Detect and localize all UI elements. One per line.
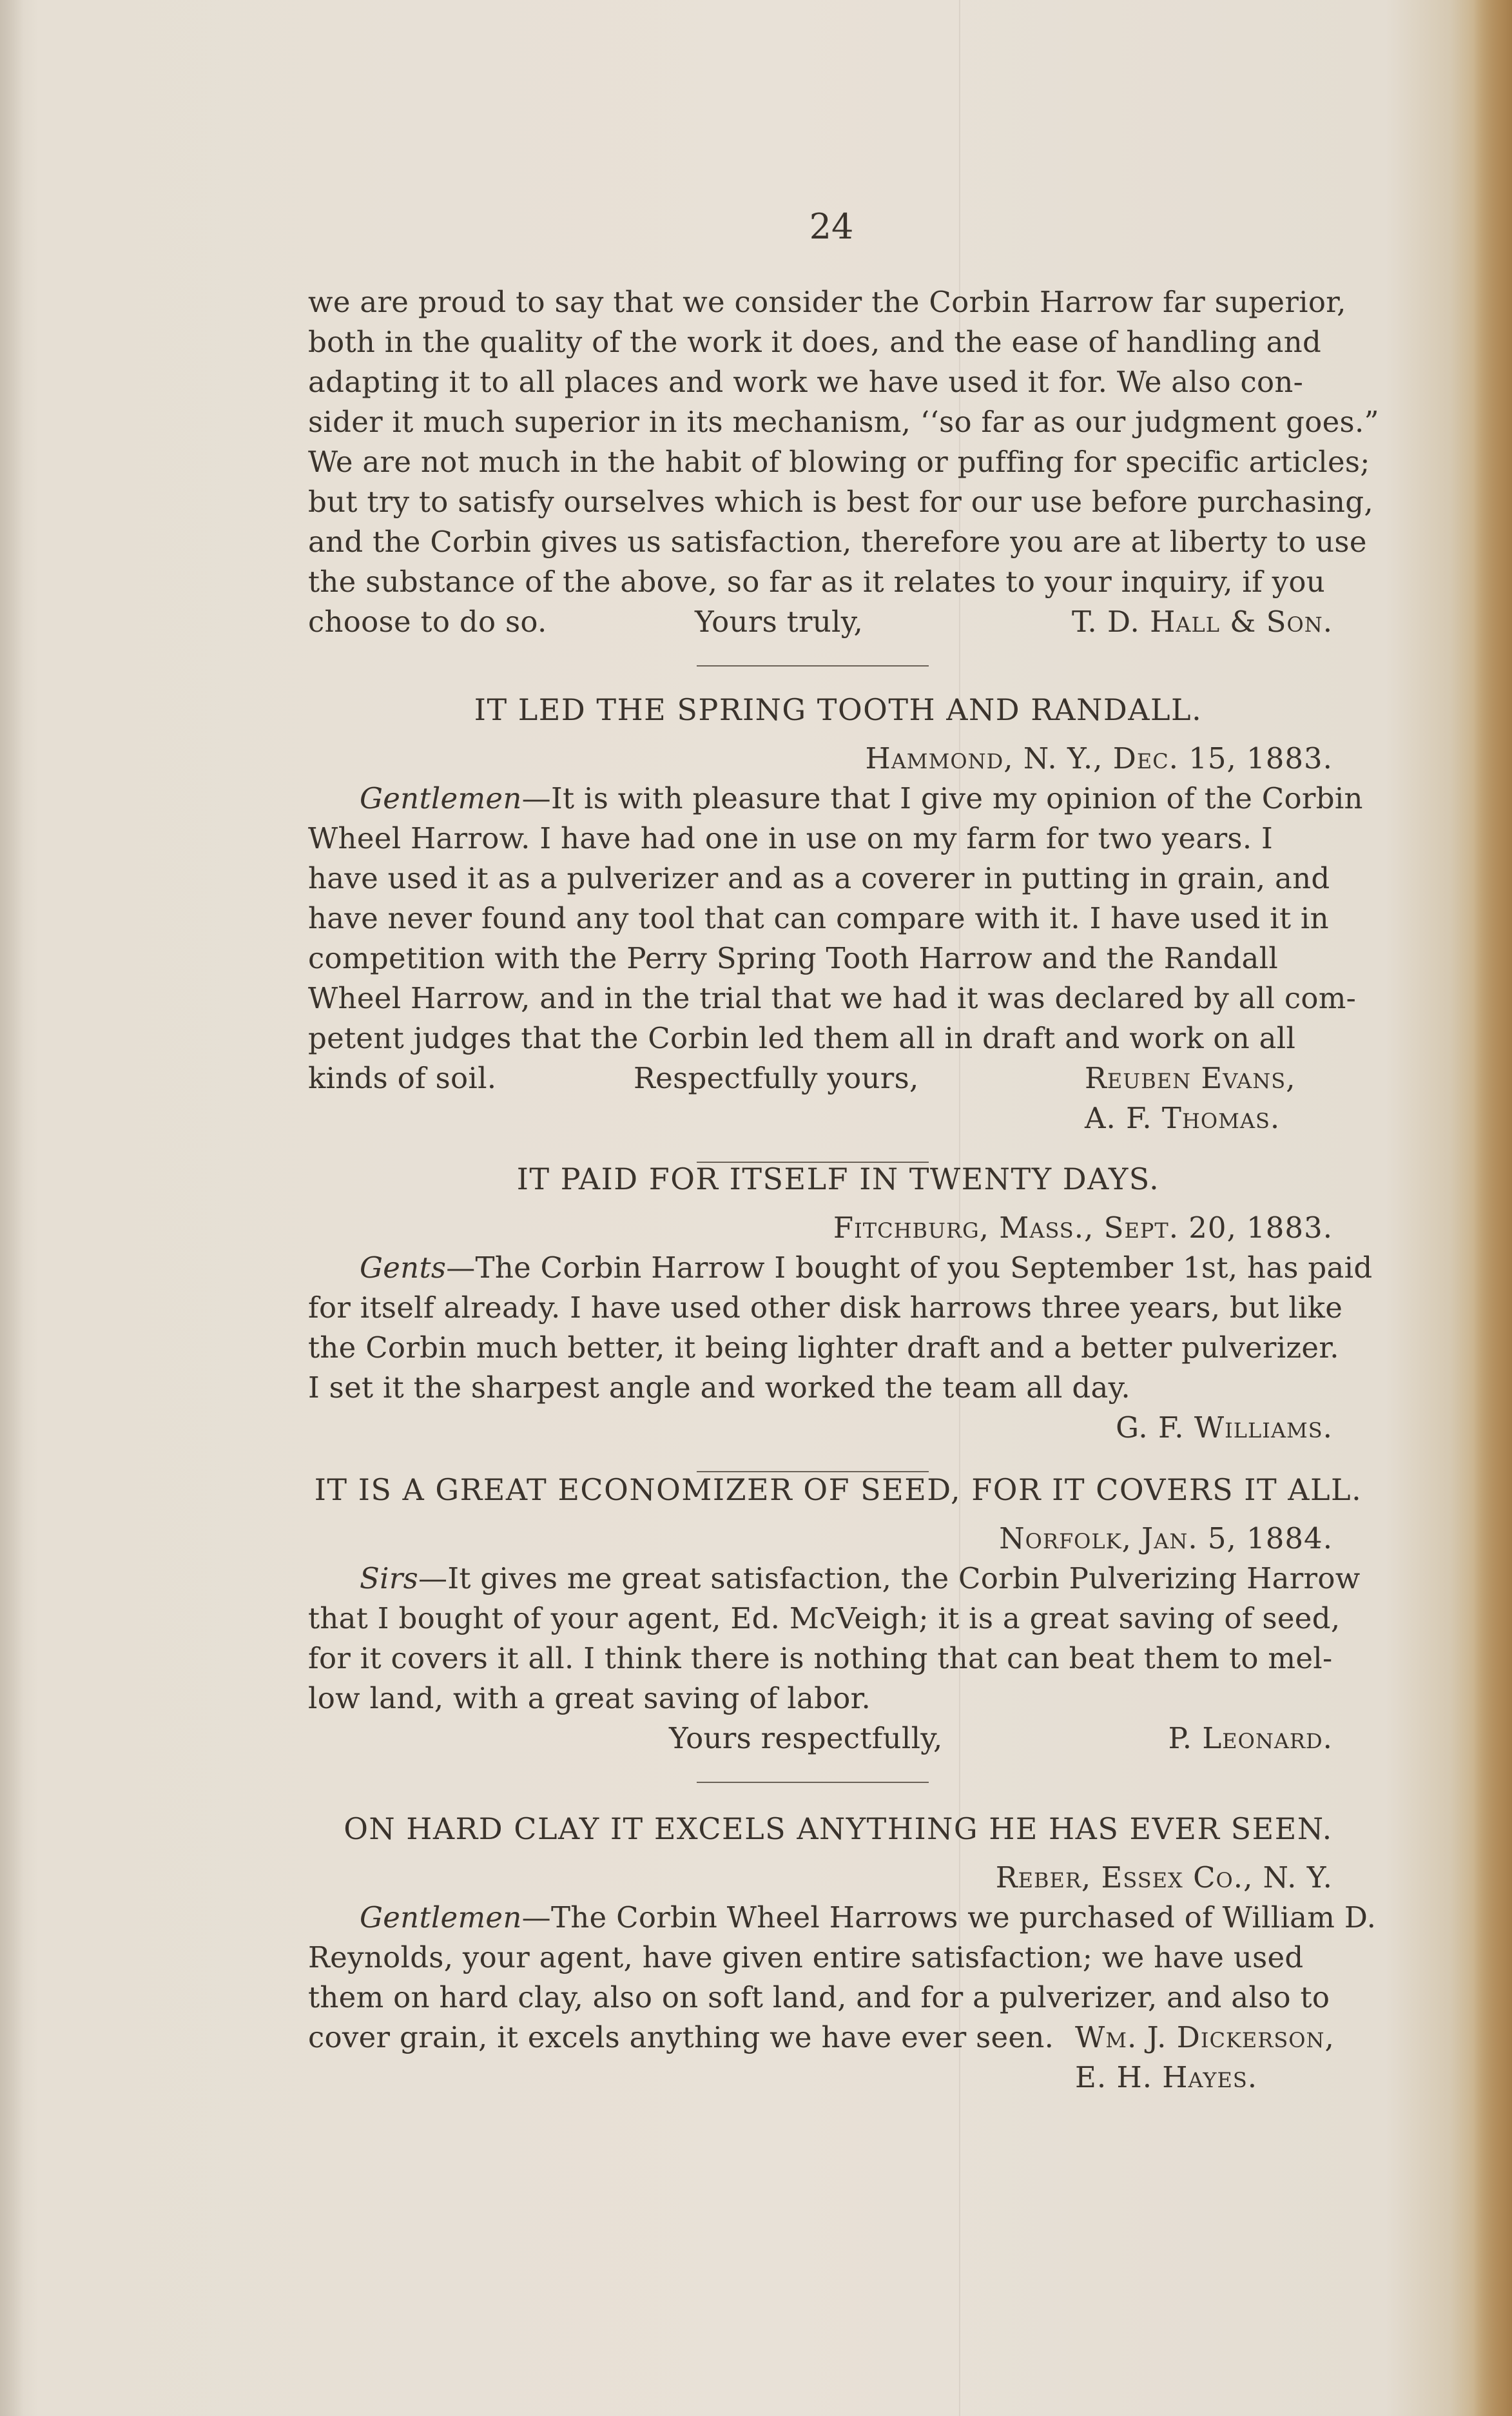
salutation: Gentlemen [360, 781, 522, 815]
section-first-line: Gentlemen—It is with pleasure that I give my opinion of the Corbin [360, 781, 1363, 815]
salutation: Sirs [360, 1561, 419, 1595]
section-line: them on hard clay, also on soft land, and for a pulverizer, and also to [308, 1980, 1330, 2014]
closing-row [308, 1408, 1368, 1448]
intro-line-2: both in the quality of the work it does, and the ease of handling and [308, 325, 1322, 359]
section-dateline: Reber, Essex Co., N. Y. [995, 1860, 1333, 1895]
section-line: Wheel Harrow, and in the trial that we had it was declared by all com- [308, 981, 1357, 1015]
intro-closing-text: choose to do so. [308, 605, 547, 639]
closing-row [308, 1098, 1368, 1138]
intro-closing-salutation: Yours truly, [695, 605, 864, 639]
intro-line-5: We are not much in the habit of blowing or puffing for specific articles; [308, 445, 1370, 479]
testimonial-section [308, 1470, 1368, 1806]
testimonial-section [308, 1159, 1373, 1495]
intro-closing-row [308, 602, 1368, 642]
section-line: I set it the sharpest angle and worked the team all day. [308, 1370, 1130, 1405]
section-first-line: Sirs—It gives me great satisfaction, the Corbin Pulverizing Harrow [360, 1561, 1361, 1595]
section-heading: ON HARD CLAY IT EXCELS ANYTHING HE HAS EVER SEEN. [344, 1811, 1333, 1846]
intro-line-3: adapting it to all places and work we have used it for. We also con- [308, 365, 1304, 399]
page-left-edge-shadow [0, 0, 23, 2416]
section-line: have used it as a pulverizer and as a coverer in putting in grain, and [308, 861, 1330, 895]
intro-line-7: and the Corbin gives us satisfaction, therefore you are at liberty to use [308, 525, 1367, 559]
closing-salutation: Respectfully yours, [634, 1061, 919, 1095]
section-line: have never found any tool that can compare with it. I have used it in [308, 901, 1329, 935]
closing-text: cover grain, it excels anything we have ever seen. [308, 2020, 1054, 2054]
intro-letter [308, 282, 1379, 690]
section-heading: IT PAID FOR ITSELF IN TWENTY DAYS. [516, 1162, 1160, 1196]
section-divider [697, 1782, 929, 1783]
section-line: Wheel Harrow. I have had one in use on my farm for two years. I [308, 821, 1274, 855]
section-dateline: Norfolk, Jan. 5, 1884. [999, 1521, 1333, 1555]
closing-row [308, 1719, 1368, 1758]
closing-text: kinds of soil. [308, 1061, 497, 1095]
section-heading: IT LED THE SPRING TOOTH AND RANDALL. [474, 692, 1203, 727]
page-right-edge-binding [1473, 0, 1512, 2416]
section-line: for itself already. I have used other disk harrows three years, but like [308, 1291, 1343, 1325]
testimonial-section [308, 690, 1368, 1186]
signature: A. F. Thomas. [1085, 1101, 1281, 1135]
section-line: petent judges that the Corbin led them all in draft and work on all [308, 1021, 1296, 1055]
section-line: for it covers it all. I think there is nothing that can beat them to mel- [308, 1641, 1333, 1675]
section-line: the Corbin much better, it being lighter draft and a better pulverizer. [308, 1330, 1339, 1365]
salutation: Gents [360, 1251, 447, 1285]
intro-line-6: but try to satisfy ourselves which is best for our use before purchasing, [308, 485, 1373, 519]
section-heading: IT IS A GREAT ECONOMIZER OF SEED, FOR IT COVERS IT ALL. [314, 1472, 1362, 1507]
section-dateline: Fitchburg, Mass., Sept. 20, 1883. [833, 1211, 1333, 1245]
section-line: low land, with a great saving of labor. [308, 1681, 871, 1715]
closing-row [308, 1058, 1368, 1098]
section-first-line: Gentlemen—The Corbin Wheel Harrows we purchased of William D. [360, 1900, 1377, 1934]
signature: G. F. Williams. [1116, 1410, 1333, 1445]
intro-line-8: the substance of the above, so far as it relates to your inquiry, if you [308, 565, 1326, 599]
signature: Wm. J. Dickerson, [1075, 2020, 1335, 2054]
closing-row [308, 2058, 1368, 2098]
intro-line-4: sider it much superior in its mechanism, ‘‘so far as our judgment goes.” [308, 405, 1379, 439]
closing-salutation: Yours respectfully, [669, 1721, 943, 1755]
section-line: Reynolds, your agent, have given entire satisfaction; we have used [308, 1940, 1304, 1974]
section-line: competition with the Perry Spring Tooth Harrow and the Randall [308, 941, 1279, 975]
section-divider [697, 665, 929, 667]
section-dateline: Hammond, N. Y., Dec. 15, 1883. [865, 741, 1333, 775]
signature: E. H. Hayes. [1075, 2060, 1258, 2094]
intro-line-1: we are proud to say that we consider the Corbin Harrow far superior, [308, 285, 1346, 319]
signature: Reuben Evans, [1085, 1061, 1296, 1095]
salutation: Gentlemen [360, 1900, 522, 1934]
section-first-line: Gents—The Corbin Harrow I bought of you September 1st, has paid [360, 1251, 1373, 1285]
closing-row [308, 2018, 1368, 2058]
signature: P. Leonard. [1168, 1721, 1333, 1755]
intro-signature: T. D. Hall & Son. [1072, 605, 1333, 639]
section-line: that I bought of your agent, Ed. McVeigh; it is a great saving of seed, [308, 1601, 1341, 1635]
page-number: 24 [809, 206, 854, 247]
testimonial-section [308, 1809, 1377, 2098]
